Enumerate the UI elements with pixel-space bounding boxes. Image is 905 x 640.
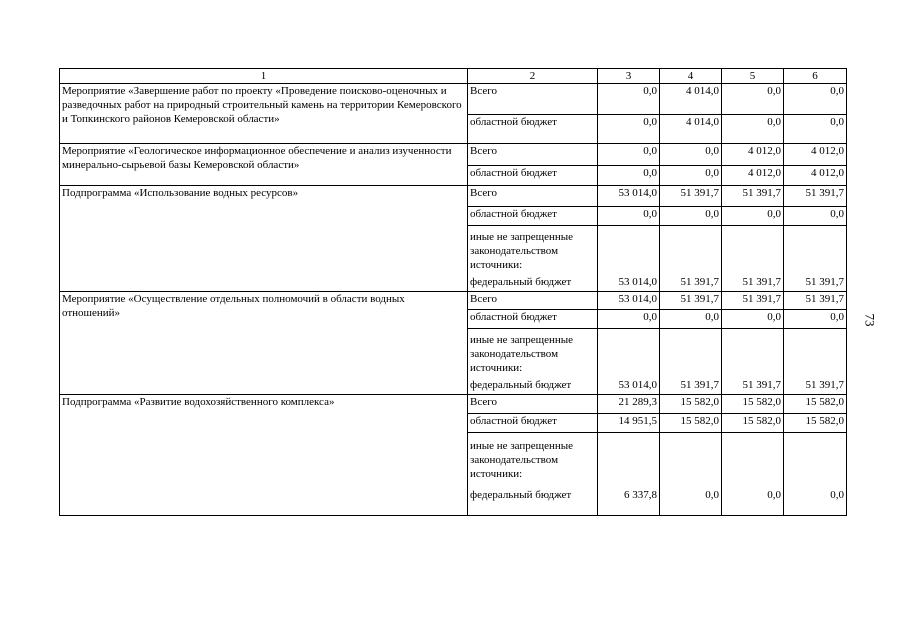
source-label: областной бюджет (468, 310, 598, 329)
source-label: федеральный бюджет (468, 488, 598, 516)
value-cell: 0,0 (784, 115, 847, 144)
table-row (60, 395, 847, 414)
value-cell: 51 391,7 (722, 378, 784, 395)
empty-cell (722, 329, 784, 378)
value-cell: 51 391,7 (784, 275, 847, 292)
empty-cell (722, 433, 784, 488)
source-label: федеральный бюджет (468, 275, 598, 292)
value-cell: 0,0 (660, 310, 722, 329)
empty-cell (722, 226, 784, 275)
empty-cell (660, 433, 722, 488)
value-cell: 51 391,7 (660, 275, 722, 292)
value-cell: 0,0 (722, 84, 784, 115)
value-cell: 0,0 (784, 488, 847, 516)
value-cell: 0,0 (784, 310, 847, 329)
program-name: Подпрограмма «Использование водных ресурсов» (60, 186, 468, 292)
value-cell: 0,0 (722, 207, 784, 226)
empty-cell (784, 433, 847, 488)
value-cell: 21 289,3 (598, 395, 660, 414)
value-cell: 0,0 (722, 310, 784, 329)
value-cell: 51 391,7 (660, 186, 722, 207)
header-cell: 3 (598, 69, 660, 84)
value-cell: 15 582,0 (722, 395, 784, 414)
source-label: Всего (468, 292, 598, 310)
value-cell: 6 337,8 (598, 488, 660, 516)
empty-cell (784, 329, 847, 378)
table-row (60, 292, 847, 310)
value-cell: 0,0 (598, 207, 660, 226)
table-row (60, 144, 847, 166)
value-cell: 4 014,0 (660, 84, 722, 115)
empty-cell (598, 433, 660, 488)
value-cell: 0,0 (660, 207, 722, 226)
source-label: областной бюджет (468, 207, 598, 226)
source-label: областной бюджет (468, 166, 598, 186)
value-cell: 53 014,0 (598, 186, 660, 207)
value-cell: 0,0 (598, 310, 660, 329)
budget-table (59, 68, 847, 516)
value-cell: 15 582,0 (722, 414, 784, 433)
value-cell: 51 391,7 (784, 378, 847, 395)
table-row (60, 84, 847, 115)
source-label: Всего (468, 144, 598, 166)
program-name: Мероприятие «Осуществление отдельных полномочий в области водных отношений» (60, 292, 468, 395)
value-cell: 0,0 (722, 115, 784, 144)
empty-cell (660, 226, 722, 275)
empty-cell (598, 329, 660, 378)
source-label: иные не запрещенные законодательством источники: (468, 329, 598, 378)
value-cell: 14 951,5 (598, 414, 660, 433)
empty-cell (784, 226, 847, 275)
value-cell: 0,0 (784, 207, 847, 226)
header-cell: 5 (722, 69, 784, 84)
value-cell: 0,0 (598, 166, 660, 186)
source-label: иные не запрещенные законодательством источники: (468, 226, 598, 275)
value-cell: 51 391,7 (722, 292, 784, 310)
value-cell: 51 391,7 (660, 378, 722, 395)
value-cell: 51 391,7 (784, 186, 847, 207)
header-cell: 4 (660, 69, 722, 84)
program-name: Подпрограмма «Развитие водохозяйственного комплекса» (60, 395, 468, 516)
empty-cell (598, 226, 660, 275)
source-label: иные не запрещенные законодательством источники: (468, 433, 598, 488)
value-cell: 4 012,0 (722, 144, 784, 166)
value-cell: 4 012,0 (722, 166, 784, 186)
header-cell: 2 (468, 69, 598, 84)
source-label: Всего (468, 186, 598, 207)
value-cell: 4 012,0 (784, 166, 847, 186)
value-cell: 0,0 (660, 144, 722, 166)
source-label: федеральный бюджет (468, 378, 598, 395)
value-cell: 0,0 (598, 144, 660, 166)
value-cell: 0,0 (660, 488, 722, 516)
empty-cell (660, 329, 722, 378)
value-cell: 53 014,0 (598, 378, 660, 395)
value-cell: 15 582,0 (660, 395, 722, 414)
program-name: Мероприятие «Завершение работ по проекту «Проведение поисково-оценочных и разведочных работ на природный строительный камень на территории Кемеровского и Топкинского районов Кемеровской области» (60, 84, 468, 144)
value-cell: 51 391,7 (722, 275, 784, 292)
source-label: областной бюджет (468, 115, 598, 144)
header-cell: 6 (784, 69, 847, 84)
value-cell: 4 014,0 (660, 115, 722, 144)
source-label: Всего (468, 395, 598, 414)
page-number: 73 (862, 313, 878, 327)
value-cell: 51 391,7 (784, 292, 847, 310)
table-row (60, 186, 847, 207)
header-row (60, 69, 847, 84)
source-label: областной бюджет (468, 414, 598, 433)
value-cell: 53 014,0 (598, 275, 660, 292)
value-cell: 15 582,0 (784, 414, 847, 433)
value-cell: 51 391,7 (660, 292, 722, 310)
value-cell: 53 014,0 (598, 292, 660, 310)
value-cell: 0,0 (598, 84, 660, 115)
value-cell: 15 582,0 (660, 414, 722, 433)
header-cell: 1 (60, 69, 468, 84)
value-cell: 51 391,7 (722, 186, 784, 207)
value-cell: 4 012,0 (784, 144, 847, 166)
value-cell: 0,0 (598, 115, 660, 144)
value-cell: 15 582,0 (784, 395, 847, 414)
value-cell: 0,0 (722, 488, 784, 516)
source-label: Всего (468, 84, 598, 115)
value-cell: 0,0 (660, 166, 722, 186)
program-name: Мероприятие «Геологическое информационное обеспечение и анализ изученности минерально-сырьевой базы Кемеровской области» (60, 144, 468, 186)
value-cell: 0,0 (784, 84, 847, 115)
